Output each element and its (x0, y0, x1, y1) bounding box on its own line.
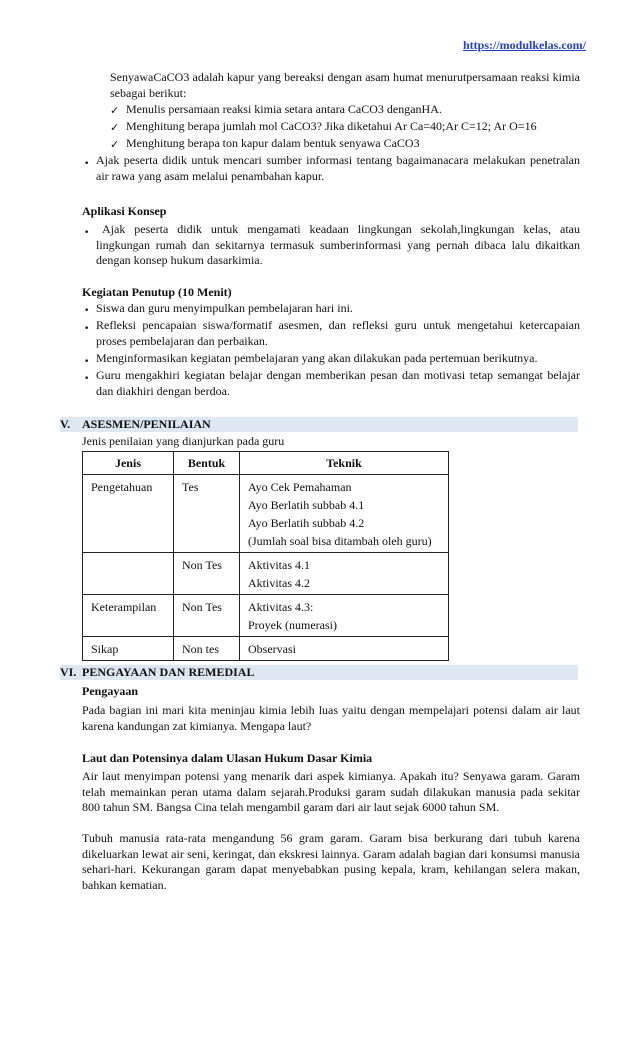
section-5-intro: Jenis penilaian yang dianjurkan pada guru (82, 434, 285, 448)
bullet-icon: • (84, 374, 90, 384)
header-url-link[interactable]: https://modulkelas.com/ (462, 38, 586, 52)
cell-bentuk: Non Tes (174, 553, 240, 595)
table-row (83, 595, 449, 637)
penutup-heading: Kegiatan Penutup (10 Menit) (82, 285, 232, 299)
check-item: Menulis persamaan reaksi kimia setara antara CaCO3 denganHA. (126, 102, 442, 116)
cell-teknik (240, 637, 449, 661)
cell-teknik (240, 475, 449, 553)
cell-teknik (240, 595, 449, 637)
check-item: Menghitung berapa ton kapur dalam bentuk senyawa CaCO3 (126, 136, 420, 150)
cell-jenis (83, 553, 174, 595)
pengayaan-paragraph: Pada bagian ini mari kita meninjau kimia lebih luas yaitu dengan mempelajari potensi dalam air laut karena kandungan zat kimianya. Mengapa laut? (82, 703, 580, 733)
check-item: Menghitung berapa jumlah mol CaCO3? Jika diketahui Ar Ca=40;Ar C=12; Ar O=16 (126, 119, 537, 133)
teknik-line: Aktivitas 4.3: (248, 600, 314, 614)
header-jenis: Jenis (83, 452, 174, 475)
cell-jenis: Sikap (83, 637, 174, 661)
teknik-line: Aktivitas 4.1 (248, 558, 310, 572)
cell-bentuk: Non tes (174, 637, 240, 661)
bullet-icon: • (84, 357, 90, 367)
section-title: PENGAYAAN DAN REMEDIAL (82, 665, 255, 679)
header-bentuk: Bentuk (174, 452, 240, 475)
intro-paragraph: SenyawaCaCO3 adalah kapur yang bereaksi dengan asam humat menurutpersamaan reaksi kimia sebagai berikut: (110, 70, 580, 100)
check-icon: ✓ (110, 138, 120, 151)
article-heading: Laut dan Potensinya dalam Ulasan Hukum Dasar Kimia (82, 751, 373, 765)
pengayaan-heading: Pengayaan (82, 684, 139, 698)
bullet-icon: • (84, 159, 90, 169)
assessment-table (82, 451, 449, 661)
section-title: ASESMEN/PENILAIAN (82, 417, 211, 431)
cell-teknik (240, 553, 449, 595)
section-number: VI. (60, 665, 77, 679)
bullet-item: Ajak peserta didik untuk mengamati keadaan lingkungan sekolah,lingkungan kelas, atau lingkungan rumah dan sekitarnya termasuk sumberinformasi yang pernah dibaca lalu dikaitkan dengan konsep hukum dasarkimia. (96, 222, 580, 267)
bullet-icon: • (84, 324, 90, 334)
table-row (83, 475, 449, 553)
cell-bentuk: Non Tes (174, 595, 240, 637)
check-icon: ✓ (110, 104, 120, 117)
cell-jenis: Pengetahuan (83, 475, 174, 553)
bullet-item: Ajak peserta didik untuk mencari sumber informasi tentang bagaimanacara melakukan penetralan air rawa yang asam melalui penambahan kapur. (96, 153, 580, 183)
bullet-item: Menginformasikan kegiatan pembelajaran yang akan dilakukan pada pertemuan berikutnya. (96, 351, 538, 365)
section-number: V. (60, 417, 71, 431)
teknik-line: (Jumlah soal bisa ditambah oleh guru) (248, 534, 432, 548)
table-row (83, 553, 449, 595)
aplikasi-heading: Aplikasi Konsep (82, 204, 167, 218)
cell-bentuk: Tes (174, 475, 240, 553)
teknik-line: Aktivitas 4.2 (248, 576, 310, 590)
bullet-icon: • (84, 228, 90, 238)
cell-jenis: Keterampilan (83, 595, 174, 637)
table-header-row (83, 452, 449, 475)
section-5-header (60, 417, 578, 432)
header-teknik: Teknik (240, 452, 449, 475)
check-icon: ✓ (110, 121, 120, 134)
teknik-line: Observasi (248, 642, 296, 656)
teknik-line: Proyek (numerasi) (248, 618, 337, 632)
bullet-item: Guru mengakhiri kegiatan belajar dengan memberikan pesan dan motivasi tetap semangat belajar dan diakhiri dengan berdoa. (96, 368, 580, 398)
bullet-item: Refleksi pencapaian siswa/formatif asesmen, dan refleksi guru untuk mengetahui ketercapaian proses pembelajaran dan perbaikan. (96, 318, 580, 348)
teknik-line: Ayo Berlatih subbab 4.2 (248, 516, 365, 530)
bullet-icon: • (84, 306, 90, 316)
article-paragraph: Air laut menyimpan potensi yang menarik dari aspek kimianya. Apakah itu? Senyawa garam. Garam telah memainkan peran utama dalam sejarah.Produksi garam sudah dilakukan manusia pada sekitar 800 tahun SM. Bangsa Cina telah mengambil garam dari air laut sejak 6000 tahun SM. (82, 769, 580, 814)
table-row (83, 637, 449, 661)
article-paragraph: Tubuh manusia rata-rata mengandung 56 gram garam. Garam bisa berkurang dari tubuh karena dikeluarkan lewat air seni, keringat, dan ekskresi lainnya. Garam adalah bagian dari konsumsi manusia sehari-hari. Kekurangan garam dapat menyebabkan pusing kepala, kram, kehilangan selera makan, bahkan kematian. (82, 831, 580, 892)
section-6-header (60, 665, 578, 680)
bullet-item: Siswa dan guru menyimpulkan pembelajaran hari ini. (96, 301, 353, 315)
teknik-line: Ayo Cek Pemahaman (248, 480, 352, 494)
teknik-line: Ayo Berlatih subbab 4.1 (248, 498, 365, 512)
